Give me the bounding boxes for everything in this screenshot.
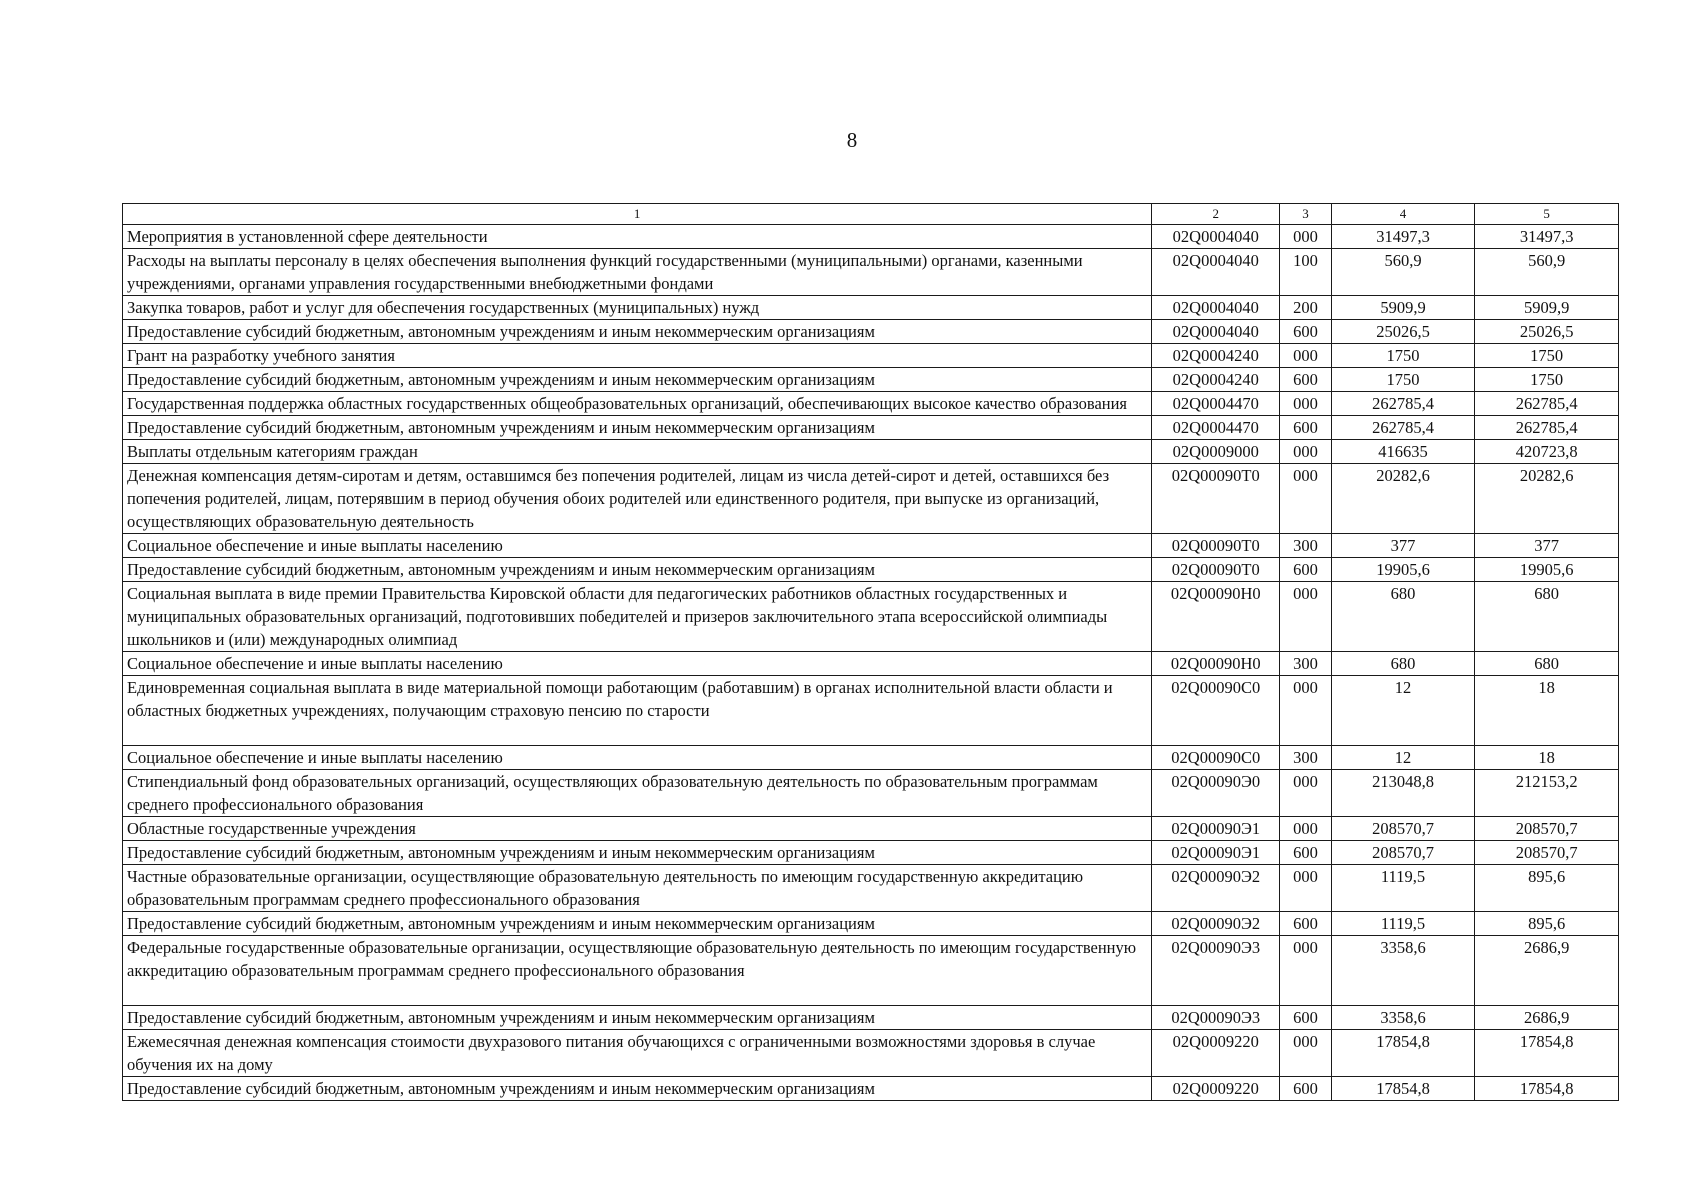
row-type-cell: 000 [1280,344,1331,368]
row-code-cell: 02Q00090Э2 [1152,912,1280,936]
row-type-cell: 000 [1280,582,1331,652]
row-value-4-cell: 12 [1331,676,1475,746]
row-value-5-cell: 19905,6 [1475,558,1619,582]
row-type-cell: 600 [1280,558,1331,582]
row-value-4-cell: 19905,6 [1331,558,1475,582]
row-name-cell: Предоставление субсидий бюджетным, автономным учреждениям и иным некоммерческим организациям [123,416,1152,440]
row-name-cell: Государственная поддержка областных государственных общеобразовательных организаций, обеспечивающих высокое качество образования [123,392,1152,416]
row-value-4-cell: 31497,3 [1331,225,1475,249]
row-value-5-cell: 20282,6 [1475,464,1619,534]
column-header-5: 5 [1475,204,1619,225]
row-value-5-cell: 212153,2 [1475,770,1619,817]
row-name-cell: Мероприятия в установленной сфере деятельности [123,225,1152,249]
row-value-5-cell: 1750 [1475,368,1619,392]
row-value-4-cell: 560,9 [1331,249,1475,296]
row-name-cell: Единовременная социальная выплата в виде материальной помощи работающим (работавшим) в органах исполнительной власти области и областных бюджетных учреждениях, получающим страховую пенсию по старости [123,676,1152,746]
row-value-5-cell: 1750 [1475,344,1619,368]
row-value-5-cell: 262785,4 [1475,392,1619,416]
row-code-cell: 02Q00090Э2 [1152,865,1280,912]
row-value-4-cell: 20282,6 [1331,464,1475,534]
row-type-cell: 600 [1280,1006,1331,1030]
row-code-cell: 02Q00090Н0 [1152,652,1280,676]
row-code-cell: 02Q00090Т0 [1152,534,1280,558]
row-value-5-cell: 895,6 [1475,865,1619,912]
column-header-4: 4 [1331,204,1475,225]
row-value-4-cell: 416635 [1331,440,1475,464]
row-code-cell: 02Q0009220 [1152,1077,1280,1101]
row-value-5-cell: 560,9 [1475,249,1619,296]
table-row [123,225,1619,249]
row-name-cell: Предоставление субсидий бюджетным, автономным учреждениям и иным некоммерческим организациям [123,912,1152,936]
table-row [123,558,1619,582]
row-type-cell: 600 [1280,368,1331,392]
row-type-cell: 000 [1280,770,1331,817]
row-value-4-cell: 377 [1331,534,1475,558]
row-name-cell: Социальное обеспечение и иные выплаты населению [123,652,1152,676]
row-value-5-cell: 25026,5 [1475,320,1619,344]
row-value-5-cell: 262785,4 [1475,416,1619,440]
column-header-2: 2 [1152,204,1280,225]
row-value-5-cell: 895,6 [1475,912,1619,936]
row-name-cell: Денежная компенсация детям-сиротам и детям, оставшимся без попечения родителей, лицам из числа детей-сирот и детей, оставшихся без попечения родителей, лицам, потерявшим в период обучения обоих родителей или единственного родителя, при выпуске из организаций, осуществляющих образовательную деятельность [123,464,1152,534]
row-name-cell: Социальное обеспечение и иные выплаты населению [123,746,1152,770]
row-value-5-cell: 2686,9 [1475,1006,1619,1030]
table-body [123,225,1619,1101]
row-value-4-cell: 680 [1331,582,1475,652]
row-type-cell: 600 [1280,912,1331,936]
row-value-4-cell: 3358,6 [1331,936,1475,1006]
row-value-4-cell: 208570,7 [1331,841,1475,865]
table-row [123,440,1619,464]
row-name-cell: Стипендиальный фонд образовательных организаций, осуществляющих образовательную деятельность по образовательным программам среднего профессионального образования [123,770,1152,817]
row-value-5-cell: 208570,7 [1475,817,1619,841]
row-code-cell: 02Q00090Э1 [1152,841,1280,865]
row-type-cell: 600 [1280,416,1331,440]
table-row [123,296,1619,320]
row-type-cell: 300 [1280,652,1331,676]
row-name-cell: Расходы на выплаты персоналу в целях обеспечения выполнения функций государственными (муниципальными) органами, казенными учреждениями, органами управления государственными внебюджетными фондами [123,249,1152,296]
table-row [123,534,1619,558]
table-row [123,912,1619,936]
row-type-cell: 100 [1280,249,1331,296]
row-type-cell: 600 [1280,841,1331,865]
row-code-cell: 02Q00090С0 [1152,746,1280,770]
table-row [123,746,1619,770]
row-value-5-cell: 208570,7 [1475,841,1619,865]
table-row [123,368,1619,392]
row-code-cell: 02Q00090Н0 [1152,582,1280,652]
table-row [123,464,1619,534]
row-value-5-cell: 18 [1475,746,1619,770]
budget-table [122,203,1619,1101]
row-name-cell: Федеральные государственные образовательные организации, осуществляющие образовательную деятельность по имеющим государственную аккредитацию образовательным программам среднего профессионального образования [123,936,1152,1006]
table-row [123,1077,1619,1101]
row-value-4-cell: 1750 [1331,368,1475,392]
row-code-cell: 02Q00090С0 [1152,676,1280,746]
row-type-cell: 000 [1280,676,1331,746]
row-value-5-cell: 680 [1475,582,1619,652]
row-value-4-cell: 680 [1331,652,1475,676]
row-code-cell: 02Q0004040 [1152,296,1280,320]
table-row [123,582,1619,652]
row-value-4-cell: 1750 [1331,344,1475,368]
table-row [123,249,1619,296]
row-type-cell: 600 [1280,1077,1331,1101]
row-type-cell: 000 [1280,1030,1331,1077]
row-code-cell: 02Q0009000 [1152,440,1280,464]
row-code-cell: 02Q00090Э3 [1152,936,1280,1006]
row-name-cell: Предоставление субсидий бюджетным, автономным учреждениям и иным некоммерческим организациям [123,320,1152,344]
row-type-cell: 000 [1280,865,1331,912]
row-name-cell: Предоставление субсидий бюджетным, автономным учреждениям и иным некоммерческим организациям [123,1006,1152,1030]
row-value-4-cell: 12 [1331,746,1475,770]
table-row [123,1006,1619,1030]
table-row [123,320,1619,344]
row-value-5-cell: 680 [1475,652,1619,676]
row-value-4-cell: 1119,5 [1331,912,1475,936]
row-type-cell: 300 [1280,534,1331,558]
table-row [123,416,1619,440]
table-row [123,817,1619,841]
table-row [123,344,1619,368]
row-code-cell: 02Q0004240 [1152,344,1280,368]
row-code-cell: 02Q0004040 [1152,225,1280,249]
column-header-3: 3 [1280,204,1331,225]
header-row [123,204,1619,225]
row-code-cell: 02Q00090Э3 [1152,1006,1280,1030]
row-name-cell: Ежемесячная денежная компенсация стоимости двухразового питания обучающихся с ограниченными возможностями здоровья в случае обучения их на дому [123,1030,1152,1077]
row-value-5-cell: 31497,3 [1475,225,1619,249]
row-type-cell: 000 [1280,392,1331,416]
row-type-cell: 000 [1280,817,1331,841]
row-name-cell: Выплаты отдельным категориям граждан [123,440,1152,464]
table-row [123,652,1619,676]
column-header-1: 1 [123,204,1152,225]
table-row [123,936,1619,1006]
row-name-cell: Областные государственные учреждения [123,817,1152,841]
table-row [123,676,1619,746]
row-name-cell: Грант на разработку учебного занятия [123,344,1152,368]
row-type-cell: 000 [1280,440,1331,464]
row-name-cell: Предоставление субсидий бюджетным, автономным учреждениям и иным некоммерческим организациям [123,558,1152,582]
row-value-5-cell: 377 [1475,534,1619,558]
row-value-5-cell: 5909,9 [1475,296,1619,320]
row-value-4-cell: 17854,8 [1331,1077,1475,1101]
row-code-cell: 02Q00090Э1 [1152,817,1280,841]
table-row [123,1030,1619,1077]
row-code-cell: 02Q00090Т0 [1152,558,1280,582]
row-value-4-cell: 3358,6 [1331,1006,1475,1030]
row-name-cell: Частные образовательные организации, осуществляющие образовательную деятельность по имеющим государственную аккредитацию образовательным программам среднего профессионального образования [123,865,1152,912]
page-number: 8 [846,128,858,152]
row-value-5-cell: 17854,8 [1475,1077,1619,1101]
row-name-cell: Социальное обеспечение и иные выплаты населению [123,534,1152,558]
row-code-cell: 02Q0004240 [1152,368,1280,392]
row-name-cell: Предоставление субсидий бюджетным, автономным учреждениям и иным некоммерческим организациям [123,1077,1152,1101]
row-type-cell: 200 [1280,296,1331,320]
row-code-cell: 02Q0004470 [1152,392,1280,416]
row-code-cell: 02Q00090Э0 [1152,770,1280,817]
row-value-5-cell: 17854,8 [1475,1030,1619,1077]
row-value-4-cell: 1119,5 [1331,865,1475,912]
row-value-5-cell: 2686,9 [1475,936,1619,1006]
row-code-cell: 02Q0004040 [1152,249,1280,296]
table-row [123,865,1619,912]
row-type-cell: 000 [1280,936,1331,1006]
row-value-4-cell: 262785,4 [1331,416,1475,440]
row-type-cell: 000 [1280,464,1331,534]
row-value-5-cell: 420723,8 [1475,440,1619,464]
table-row [123,770,1619,817]
row-type-cell: 600 [1280,320,1331,344]
row-code-cell: 02Q0004040 [1152,320,1280,344]
row-code-cell: 02Q0009220 [1152,1030,1280,1077]
row-code-cell: 02Q00090Т0 [1152,464,1280,534]
row-value-4-cell: 213048,8 [1331,770,1475,817]
row-type-cell: 300 [1280,746,1331,770]
row-value-4-cell: 262785,4 [1331,392,1475,416]
row-name-cell: Предоставление субсидий бюджетным, автономным учреждениям и иным некоммерческим организациям [123,368,1152,392]
row-name-cell: Предоставление субсидий бюджетным, автономным учреждениям и иным некоммерческим организациям [123,841,1152,865]
row-code-cell: 02Q0004470 [1152,416,1280,440]
table-row [123,392,1619,416]
row-name-cell: Социальная выплата в виде премии Правительства Кировской области для педагогических работников областных государственных и муниципальных образовательных организаций, подготовивших победителей и призеров заключительного этапа всероссийской олимпиады школьников и (или) международных олимпиад [123,582,1152,652]
row-value-4-cell: 208570,7 [1331,817,1475,841]
row-name-cell: Закупка товаров, работ и услуг для обеспечения государственных (муниципальных) нужд [123,296,1152,320]
table-row [123,841,1619,865]
row-value-4-cell: 5909,9 [1331,296,1475,320]
row-value-5-cell: 18 [1475,676,1619,746]
row-value-4-cell: 25026,5 [1331,320,1475,344]
row-value-4-cell: 17854,8 [1331,1030,1475,1077]
row-type-cell: 000 [1280,225,1331,249]
